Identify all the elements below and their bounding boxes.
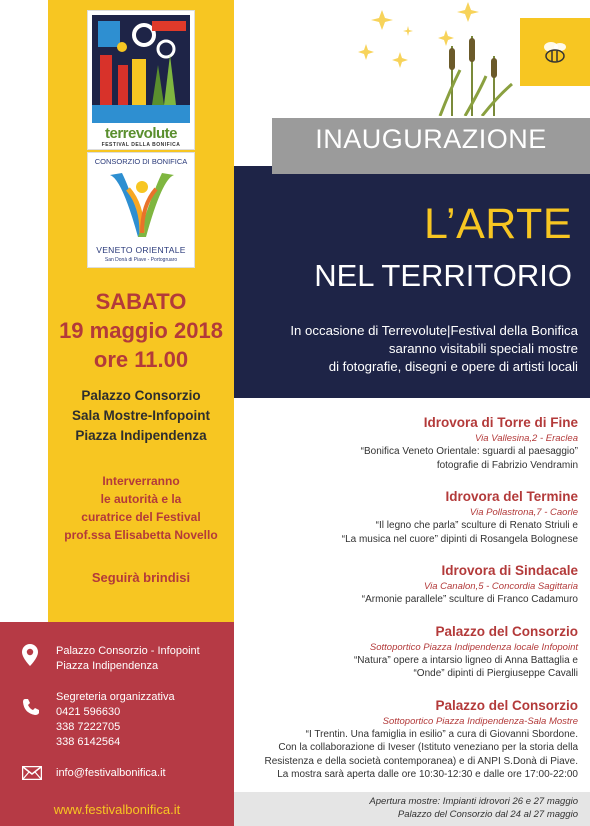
event-desc: Con la collaborazione di Iveser (Istituto veneziano per la storia della	[278, 742, 578, 753]
event-item	[240, 623, 578, 681]
event-place: Via Pollastrona,7 - Caorle	[469, 507, 578, 518]
event-desc: “La musica nel cuore” dipinti di Rosangela Bolognese	[341, 533, 578, 545]
event-desc: “Armonie parallele” sculture di Franco Cadamuro	[361, 594, 578, 605]
event-item	[240, 488, 578, 546]
event-desc: “Il legno che parla” sculture di Renato Striuli e	[375, 520, 578, 531]
website-link[interactable]: www.festivalbonifica.it	[53, 802, 181, 817]
closing-note: Seguirà brindisi	[91, 570, 191, 585]
event-title: Idrovora del Termine	[445, 489, 578, 504]
consorzio-logo	[87, 152, 195, 268]
event-item	[240, 414, 578, 472]
event-desc: fotografie di Fabrizio Vendramin	[436, 459, 578, 471]
title-line-1: L’ARTE	[424, 200, 572, 248]
speakers-line: prof.ssa Elisabetta Novello	[64, 528, 218, 542]
moon-stars-illustration	[300, 0, 520, 116]
opening-dates	[234, 795, 590, 821]
events-list	[240, 414, 578, 798]
event-title: Idrovora di Torre di Fine	[423, 415, 578, 430]
event-desc: “I Trentin. Una famiglia in esilio” a cura di Giovanni Sbordone.	[305, 728, 578, 740]
cattail-plants-icon	[440, 36, 512, 116]
terrevolute-wordmark: terrevolute	[104, 125, 178, 142]
event-venue	[48, 386, 234, 446]
consorzio-top-text: CONSORZIO DI BONIFICA	[94, 157, 188, 166]
event-title: Palazzo del Consorzio	[435, 697, 578, 713]
event-title: Palazzo del Consorzio	[435, 623, 578, 639]
terrevolute-logo	[87, 10, 195, 150]
location-pin-icon	[22, 644, 38, 666]
event-item	[240, 697, 578, 782]
opening-line: Apertura mostre: Impianti idrovori 26 e 27 maggio	[369, 796, 578, 807]
intro-line: In occasione di Terrevolute|Festival della Bonifica	[290, 323, 578, 338]
intro-text	[234, 322, 590, 376]
contact-panel	[0, 622, 234, 826]
opening-line: Palazzo del Consorzio dal 24 al 27 maggio	[397, 809, 578, 820]
event-desc: “Onde” dipinti di Piergiuseppe Cavalli	[413, 668, 578, 679]
event-day: SABATO	[95, 289, 187, 314]
address-line: Piazza Indipendenza	[56, 660, 159, 672]
event-place: Sottoportico Piazza Indipendenza locale Infopoint	[369, 641, 578, 653]
speakers-line: Interverranno	[102, 474, 180, 488]
phone-label: Segreteria organizzativa	[56, 691, 175, 703]
speakers-text	[48, 472, 234, 544]
phone-icon	[22, 698, 40, 716]
event-item	[240, 562, 578, 607]
event-desc: La mostra sarà aperta dalle ore 10:30-12:30 e dalle ore 17:00-22:00	[277, 769, 578, 780]
contact-address	[56, 644, 200, 674]
phone-number[interactable]: 0421 596630	[56, 706, 121, 718]
event-place: Sottoportico Piazza Indipendenza-Sala Mostre	[382, 715, 578, 727]
event-desc: “Natura” opere a intarsio ligneo di Anna Battaglia e	[353, 654, 578, 666]
event-time: ore 11.00	[93, 347, 189, 372]
event-date: 19 maggio 2018	[59, 318, 223, 343]
email-envelope-icon	[22, 766, 42, 780]
terrevolute-tagline: FESTIVAL DELLA BONIFICA	[101, 142, 181, 148]
title-line-2: NEL TERRITORIO	[314, 258, 572, 293]
event-title: Idrovora di Sindacale	[441, 563, 578, 578]
contact-email[interactable]: info@festivalbonifica.it	[56, 767, 166, 779]
phone-number[interactable]: 338 7222705	[56, 721, 121, 733]
bee-badge	[520, 18, 590, 86]
phone-number[interactable]: 338 6142564	[56, 736, 121, 748]
contact-phones	[56, 690, 175, 750]
venue-line: Piazza Indipendenza	[75, 428, 207, 443]
venue-line: Sala Mostre-Infopoint	[72, 408, 210, 423]
bee-icon	[540, 38, 570, 66]
terrevolute-artwork	[92, 15, 190, 123]
event-desc: Resistenza e della società contemporanea) e di ANPI S.Donà di Piave.	[264, 755, 578, 767]
consorzio-name: VENETO ORIENTALE	[96, 245, 186, 255]
intro-line: saranno visitabili speciali mostre	[388, 341, 578, 356]
event-place: Via Canalon,5 - Concordia Sagittaria	[423, 581, 578, 592]
inauguration-label: INAUGURAZIONE	[315, 124, 547, 154]
intro-line: di fotografie, disegni e opere di artisti locali	[328, 359, 578, 374]
event-date-block	[48, 288, 234, 374]
event-desc: “Bonifica Veneto Orientale: sguardi al paesaggio”	[360, 446, 578, 457]
consorzio-subtitle: San Donà di Piave - Portogruaro	[104, 257, 178, 263]
consorzio-v-emblem	[102, 169, 182, 243]
speakers-line: curatrice del Festival	[81, 510, 201, 524]
address-line: Palazzo Consorzio - Infopoint	[56, 645, 200, 657]
speakers-line: le autorità e la	[100, 492, 182, 506]
venue-line: Palazzo Consorzio	[81, 388, 201, 403]
event-place: Via Vallesina,2 - Eraclea	[475, 433, 578, 444]
